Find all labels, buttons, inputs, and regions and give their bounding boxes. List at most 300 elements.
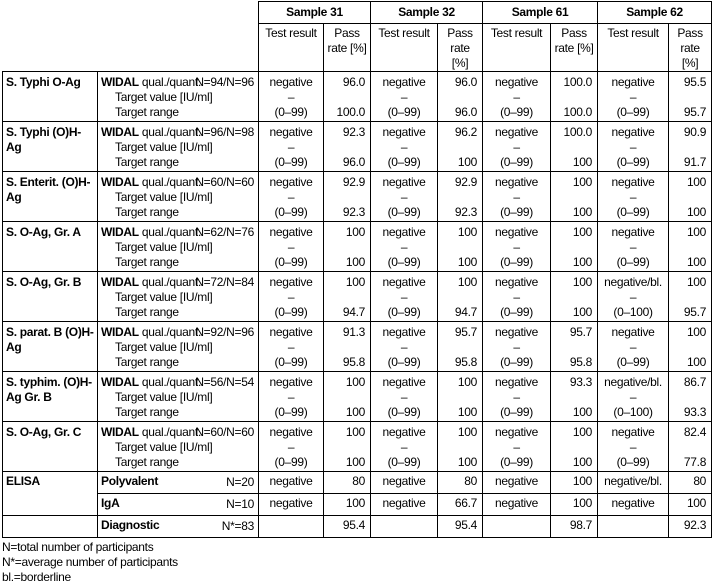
table-row	[3, 172, 712, 222]
pass-rate-blank	[327, 190, 365, 205]
pass-rate-result: 90.9	[683, 125, 707, 139]
footnotes	[2, 540, 178, 585]
pass-rate-cell	[324, 422, 371, 472]
test-result: negative	[611, 425, 655, 439]
target-value: –	[629, 340, 637, 354]
group-label: S. Enterit. (O)H-Ag	[3, 172, 98, 222]
pass-rate-cell	[551, 122, 598, 172]
method-cell	[98, 172, 259, 222]
pass-rate-range: 93.3	[683, 405, 707, 419]
target-range: (0–99)	[274, 155, 308, 169]
target-range: (0–99)	[500, 305, 533, 319]
method-type: qual./quant.	[138, 125, 201, 139]
pass-rate-cell	[551, 322, 598, 372]
target-range: (0–99)	[274, 455, 308, 469]
test-result-cell: negative	[483, 494, 551, 516]
target-range: (0–99)	[616, 355, 650, 369]
test-result-cell	[483, 422, 551, 472]
target-range-label: Target range	[115, 255, 179, 269]
group-label: S. O-Ag, Gr. B	[3, 272, 98, 322]
target-value: –	[400, 240, 408, 254]
pass-rate-blank	[672, 90, 706, 105]
pass-rate-result: 100	[572, 425, 593, 439]
method-type: qual./quant.	[138, 225, 201, 239]
pass-rate-blank	[554, 240, 592, 255]
pass-rate-range: 100	[686, 205, 707, 219]
target-range: (0–99)	[500, 255, 533, 269]
target-value: –	[513, 290, 520, 304]
sample-header: Sample 61	[483, 2, 598, 24]
test-result-cell	[259, 172, 324, 222]
pass-rate-range: 100	[345, 255, 366, 269]
method-cell	[98, 516, 259, 538]
test-result: negative/bl.	[604, 275, 662, 289]
pass-rate-range: 96.0	[342, 155, 366, 169]
target-value: –	[629, 90, 637, 104]
test-result-cell: negative	[259, 472, 324, 494]
target-value: –	[287, 90, 295, 104]
test-result: negative	[382, 175, 426, 189]
test-result: negative	[269, 125, 313, 139]
pass-rate-blank	[441, 240, 477, 255]
test-result-cell	[483, 172, 551, 222]
pass-rate-cell	[551, 172, 598, 222]
test-result-cell: negative	[259, 494, 324, 516]
participant-count: N*=83	[221, 519, 254, 533]
test-result-header: Test result	[259, 24, 324, 72]
pass-rate-result: 96.0	[454, 75, 478, 89]
test-result-cell: negative	[598, 494, 669, 516]
method-cell	[98, 122, 259, 172]
pass-rate-cell	[438, 322, 483, 372]
pass-rate-result: 100	[457, 275, 478, 289]
pass-rate-cell	[669, 222, 712, 272]
table-row	[3, 472, 712, 494]
pass-rate-blank	[554, 440, 592, 455]
test-result-header: Test result	[483, 24, 551, 72]
test-result: negative	[269, 175, 313, 189]
pass-rate-blank	[327, 440, 365, 455]
test-result-cell: negative	[371, 494, 438, 516]
pass-rate-cell	[669, 322, 712, 372]
pass-rate-header: Pass rate [%]	[438, 24, 483, 72]
test-result-cell	[371, 516, 438, 538]
pass-rate-range: 100	[686, 255, 707, 269]
test-result: negative	[495, 375, 539, 389]
test-result: negative	[382, 425, 426, 439]
test-result-cell	[598, 322, 669, 372]
pass-rate-cell	[438, 272, 483, 322]
pass-rate-cell: 80	[669, 472, 712, 494]
test-result-cell	[259, 372, 324, 422]
footnote: N*=average number of participants	[2, 555, 178, 569]
pass-rate-cell	[324, 172, 371, 222]
test-result-cell	[483, 322, 551, 372]
pass-rate-blank	[441, 390, 477, 405]
pass-rate-blank	[327, 240, 365, 255]
target-range: (0–99)	[274, 405, 308, 419]
pass-rate-cell	[324, 222, 371, 272]
pass-rate-result: 100.0	[563, 125, 593, 139]
diagnostic-row	[3, 516, 712, 538]
target-value: –	[629, 140, 637, 154]
table-row	[3, 272, 712, 322]
pass-rate-blank	[672, 390, 706, 405]
test-result-cell	[371, 272, 438, 322]
sample-header: Sample 31	[259, 2, 371, 24]
pass-rate-result: 91.3	[342, 325, 366, 339]
target-value: –	[629, 290, 637, 304]
method-type: qual./quant.	[138, 325, 201, 339]
test-result-cell	[371, 72, 438, 122]
pass-rate-result: 93.3	[569, 375, 593, 389]
target-range: (0–99)	[274, 355, 308, 369]
pass-rate-cell	[669, 172, 712, 222]
target-value: –	[400, 290, 408, 304]
method-name: WIDAL	[101, 375, 139, 389]
pass-rate-result: 92.9	[342, 175, 366, 189]
test-result: negative	[611, 225, 655, 239]
pass-rate-blank	[327, 390, 365, 405]
pass-rate-range: 100	[686, 355, 707, 369]
test-result-cell	[598, 516, 669, 538]
target-range: (0–99)	[274, 205, 308, 219]
test-result: negative	[495, 325, 539, 339]
target-range: (0–99)	[387, 205, 421, 219]
pass-rate-range: 100	[457, 455, 478, 469]
participant-count: N=62/N=76	[195, 225, 254, 239]
pass-rate-range: 100	[572, 205, 593, 219]
test-result-cell	[259, 122, 324, 172]
pass-rate-cell	[324, 72, 371, 122]
test-result: negative	[382, 75, 426, 89]
pass-rate-range: 100	[572, 155, 593, 169]
target-range: (0–99)	[500, 355, 533, 369]
pass-rate-result: 100	[572, 175, 593, 189]
target-range: (0–99)	[387, 255, 421, 269]
test-result: negative	[269, 375, 313, 389]
test-result: negative	[269, 275, 313, 289]
method-type: qual./quant.	[138, 375, 201, 389]
pass-rate-result: 100	[686, 275, 707, 289]
method-name: WIDAL	[101, 175, 139, 189]
pass-rate-range: 100	[457, 255, 478, 269]
table-row	[3, 122, 712, 172]
method-name: WIDAL	[101, 425, 139, 439]
pass-rate-cell	[551, 272, 598, 322]
pass-rate-cell: 95.4	[438, 516, 483, 538]
pass-rate-result: 100.0	[563, 75, 593, 89]
target-value: –	[629, 390, 637, 404]
target-value: –	[287, 190, 295, 204]
target-value: –	[513, 140, 520, 154]
target-value-label: Target value [IU/ml]	[115, 340, 213, 354]
test-result-cell	[483, 72, 551, 122]
target-value-label: Target value [IU/ml]	[115, 440, 213, 454]
pass-rate-blank	[672, 440, 706, 455]
test-result: negative	[611, 175, 655, 189]
pass-rate-cell	[438, 172, 483, 222]
pass-rate-range: 77.8	[683, 455, 707, 469]
pass-rate-result: 100	[457, 375, 478, 389]
footnote: N=total number of participants	[2, 540, 154, 554]
pass-rate-blank	[441, 340, 477, 355]
pass-rate-range: 95.8	[569, 355, 593, 369]
test-result: negative	[611, 75, 655, 89]
table-row	[3, 72, 712, 122]
test-result-cell	[371, 422, 438, 472]
pass-rate-cell: 100	[551, 472, 598, 494]
target-value-label: Target value [IU/ml]	[115, 390, 213, 404]
target-value: –	[400, 390, 408, 404]
sample-header: Sample 32	[371, 2, 483, 24]
test-result: negative	[611, 125, 655, 139]
method-cell	[98, 272, 259, 322]
pass-rate-range: 100	[572, 255, 593, 269]
target-value-label: Target value [IU/ml]	[115, 240, 213, 254]
pass-rate-range: 100	[457, 155, 478, 169]
group-label: S. O-Ag, Gr. A	[3, 222, 98, 272]
pass-rate-result: 100	[457, 425, 478, 439]
target-value: –	[629, 440, 637, 454]
test-result: negative	[382, 275, 426, 289]
method-name: WIDAL	[101, 275, 139, 289]
pass-rate-blank	[327, 290, 365, 305]
test-result-cell	[259, 222, 324, 272]
pass-rate-cell: 80	[324, 472, 371, 494]
method-cell	[98, 494, 259, 516]
test-result-cell	[598, 422, 669, 472]
test-result-cell	[598, 222, 669, 272]
participant-count: N=96/N=98	[195, 125, 254, 139]
pass-rate-result: 100	[457, 225, 478, 239]
group-label	[3, 516, 98, 538]
pass-rate-range: 94.7	[342, 305, 366, 319]
table-row	[3, 494, 712, 516]
pass-rate-blank	[672, 240, 706, 255]
test-result: negative	[495, 125, 539, 139]
target-value: –	[400, 440, 408, 454]
method-cell	[98, 472, 259, 494]
pass-rate-cell	[669, 372, 712, 422]
pass-rate-result: 82.4	[683, 425, 707, 439]
pass-rate-cell	[324, 272, 371, 322]
test-result-header: Test result	[371, 24, 438, 72]
target-value: –	[287, 290, 295, 304]
method-cell	[98, 322, 259, 372]
pass-rate-cell	[438, 122, 483, 172]
pass-rate-result: 92.3	[342, 125, 366, 139]
pass-rate-blank	[554, 140, 592, 155]
test-result-cell	[371, 222, 438, 272]
participant-count: N=20	[226, 475, 254, 489]
sample-header: Sample 62	[598, 2, 712, 24]
pass-rate-result: 100	[572, 275, 593, 289]
test-result: negative	[495, 225, 539, 239]
method-cell	[98, 222, 259, 272]
method-name: Polyvalent	[101, 474, 159, 488]
test-result: negative	[495, 175, 539, 189]
target-range-label: Target range	[115, 355, 179, 369]
pass-rate-result: 96.0	[342, 75, 366, 89]
target-range-label: Target range	[115, 205, 179, 219]
pass-rate-cell	[669, 422, 712, 472]
pass-rate-cell	[669, 272, 712, 322]
pass-rate-cell: 100	[669, 494, 712, 516]
pass-rate-cell	[438, 372, 483, 422]
method-name: WIDAL	[101, 75, 139, 89]
test-result: negative	[269, 75, 313, 89]
pass-rate-cell	[551, 72, 598, 122]
method-cell	[98, 372, 259, 422]
pass-rate-cell	[324, 372, 371, 422]
table-row	[3, 322, 712, 372]
method-type: qual./quant.	[138, 75, 201, 89]
test-result-cell: negative/bl.	[598, 472, 669, 494]
target-value-label: Target value [IU/ml]	[115, 290, 213, 304]
test-result-cell	[598, 122, 669, 172]
table-row	[3, 222, 712, 272]
pass-rate-blank	[672, 340, 706, 355]
pass-rate-cell: 95.4	[324, 516, 371, 538]
test-result-cell	[483, 372, 551, 422]
pass-rate-result: 100	[686, 175, 707, 189]
pass-rate-result: 100	[686, 325, 707, 339]
pass-rate-range: 100.0	[563, 105, 593, 119]
target-value: –	[287, 240, 295, 254]
pass-rate-result: 100	[345, 375, 366, 389]
pass-rate-cell	[669, 122, 712, 172]
test-result-cell	[483, 516, 551, 538]
test-result-cell	[259, 422, 324, 472]
test-result-cell	[371, 122, 438, 172]
target-range: (0–99)	[387, 155, 421, 169]
target-value: –	[513, 340, 520, 354]
pass-rate-cell	[438, 72, 483, 122]
group-label: ELISA	[3, 472, 98, 516]
target-range: (0–99)	[500, 405, 533, 419]
target-range: (0–99)	[616, 205, 650, 219]
pass-rate-range: 100	[345, 455, 366, 469]
test-result: negative	[495, 425, 539, 439]
test-result-cell	[259, 516, 324, 538]
group-label: S. Typhi (O)H-Ag	[3, 122, 98, 172]
test-result-cell	[259, 322, 324, 372]
target-range: (0–99)	[500, 105, 533, 119]
participant-count: N=10	[226, 497, 254, 511]
target-range: (0–99)	[616, 255, 650, 269]
pass-rate-range: 95.7	[683, 105, 707, 119]
pass-rate-cell	[438, 422, 483, 472]
target-value: –	[400, 340, 408, 354]
target-range: (0–99)	[274, 305, 308, 319]
target-value: –	[400, 90, 408, 104]
target-value: –	[629, 240, 637, 254]
pass-rate-blank	[554, 340, 592, 355]
pass-rate-range: 100	[345, 405, 366, 419]
pass-rate-cell: 80	[438, 472, 483, 494]
pass-rate-range: 100	[457, 405, 478, 419]
pass-rate-range: 95.8	[342, 355, 366, 369]
target-value: –	[400, 190, 408, 204]
test-result: negative	[495, 75, 539, 89]
pass-rate-header: Pass rate [%]	[551, 24, 598, 72]
test-result-header: Test result	[598, 24, 669, 72]
pass-rate-result: 100	[686, 225, 707, 239]
target-value: –	[287, 340, 295, 354]
pass-rate-range: 92.3	[454, 205, 478, 219]
test-result-cell	[598, 372, 669, 422]
target-value-label: Target value [IU/ml]	[115, 190, 213, 204]
pass-rate-blank	[327, 90, 365, 105]
pass-rate-cell: 98.7	[551, 516, 598, 538]
pass-rate-range: 100.0	[336, 105, 366, 119]
pass-rate-cell: 92.3	[669, 516, 712, 538]
pass-rate-range: 96.0	[454, 105, 478, 119]
target-range-label: Target range	[115, 455, 179, 469]
pass-rate-blank	[441, 440, 477, 455]
participant-count: N=72/N=84	[195, 275, 254, 289]
test-result-cell	[483, 222, 551, 272]
target-value: –	[287, 140, 295, 154]
test-result-cell	[483, 122, 551, 172]
target-range-label: Target range	[115, 305, 179, 319]
method-type: qual./quant.	[138, 425, 201, 439]
pass-rate-blank	[327, 340, 365, 355]
test-result: negative	[269, 225, 313, 239]
target-value: –	[287, 440, 295, 454]
target-range: (0–99)	[500, 455, 533, 469]
pass-rate-cell	[438, 222, 483, 272]
method-name: WIDAL	[101, 225, 139, 239]
pass-rate-blank	[441, 90, 477, 105]
pass-rate-cell	[551, 372, 598, 422]
test-result: negative	[382, 375, 426, 389]
pass-rate-cell	[551, 422, 598, 472]
group-label: S. O-Ag, Gr. C	[3, 422, 98, 472]
group-label: S. parat. B (O)H-Ag	[3, 322, 98, 372]
pass-rate-blank	[441, 140, 477, 155]
pass-rate-cell: 100	[324, 494, 371, 516]
target-value: –	[287, 390, 295, 404]
test-result-cell	[598, 172, 669, 222]
pass-rate-result: 86.7	[683, 375, 707, 389]
method-type: qual./quant.	[138, 175, 201, 189]
pass-rate-result: 92.9	[454, 175, 478, 189]
method-name: IgA	[101, 496, 120, 510]
target-value: –	[400, 140, 408, 154]
target-range: (0–99)	[387, 455, 421, 469]
target-range-label: Target range	[115, 155, 179, 169]
pass-rate-result: 95.7	[569, 325, 593, 339]
test-result-cell	[598, 272, 669, 322]
pass-rate-result: 100	[572, 225, 593, 239]
pass-rate-range: 100	[572, 405, 593, 419]
pass-rate-cell	[324, 122, 371, 172]
empty-corner	[3, 2, 259, 72]
pass-rate-cell: 100	[551, 494, 598, 516]
test-result: negative	[382, 225, 426, 239]
target-range: (0–99)	[616, 155, 650, 169]
test-result: negative	[269, 325, 313, 339]
results-table	[2, 1, 712, 538]
target-range: (0–99)	[274, 105, 308, 119]
pass-rate-range: 92.3	[342, 205, 366, 219]
pass-rate-cell	[669, 72, 712, 122]
target-range-label: Target range	[115, 405, 179, 419]
target-value: –	[629, 190, 637, 204]
test-result-cell: negative	[483, 472, 551, 494]
